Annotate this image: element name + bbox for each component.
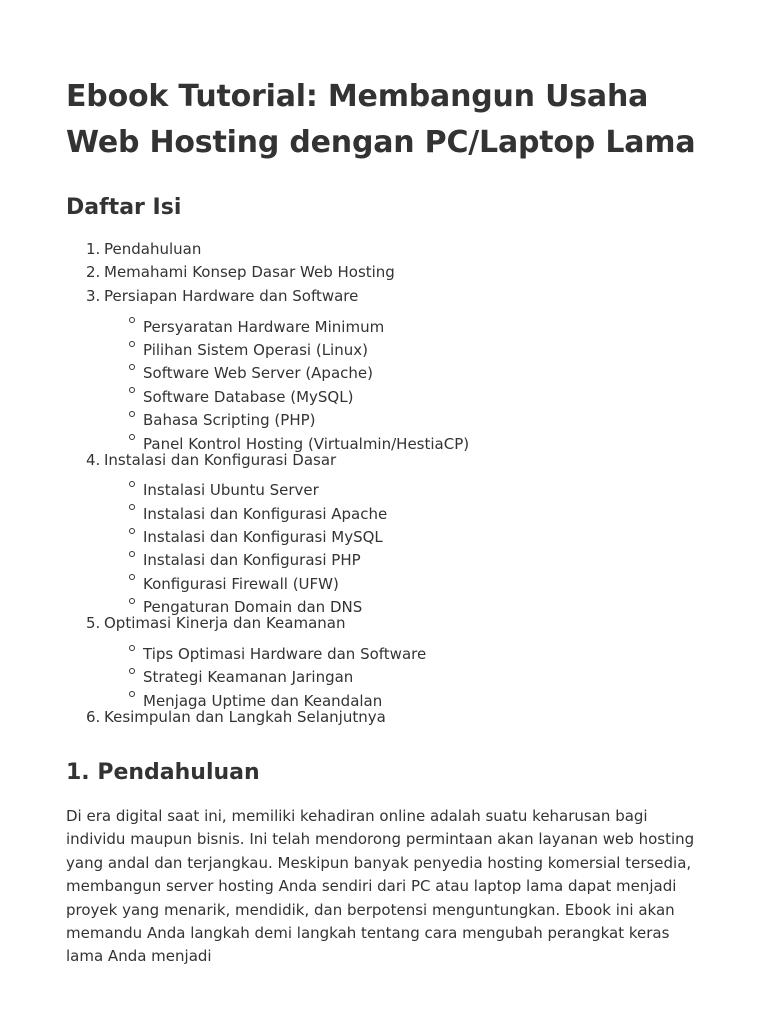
- toc-item-label: Persyaratan Hardware Minimum: [143, 317, 385, 336]
- toc-item-label: Instalasi dan Konfigurasi Apache: [143, 504, 388, 523]
- hollow-circle-bullet-icon: [128, 378, 138, 401]
- section-paragraph: Di era digital saat ini, memiliki kehadiran online adalah suatu keharusan bagi individu maupun bisnis. Ini telah mendorong permintaan akan layanan web hosting yang andal dan terjangkau. Meskipun banyak penyedia hosting komersial tersedia, membangun server hosting Anda sendiri dari PC atau laptop lama dapat menjadi proyek yang menarik, mendidik, dan berpotensi menguntungkan. Ebook ini akan memandu Anda langkah demi langkah tentang cara mengubah perangkat keras lama Anda menjadi: [66, 807, 695, 966]
- hollow-circle-bullet-icon: [128, 308, 138, 331]
- toc-subitem: [66, 636, 469, 664]
- toc-item-number: 1.: [86, 240, 101, 258]
- section-heading: 1. Pendahuluan: [66, 760, 260, 785]
- toc-item-label: Kesimpulan dan Langkah Selanjutnya: [104, 707, 386, 726]
- toc-item-label: Memahami Konsep Dasar Web Hosting: [104, 263, 395, 282]
- toc-item-label: Instalasi Ubuntu Server: [143, 481, 319, 500]
- hollow-circle-bullet-icon: [128, 402, 138, 425]
- toc-item-label: Persiapan Hardware dan Software: [104, 286, 359, 305]
- toc-item-label: Software Web Server (Apache): [143, 364, 373, 383]
- toc-heading: Daftar Isi: [66, 195, 182, 220]
- toc-item: [66, 261, 469, 284]
- toc-item: [66, 612, 469, 635]
- table-of-contents: [66, 238, 469, 729]
- toc-item-label: Menjaga Uptime dan Keandalan: [143, 691, 383, 710]
- toc-subitem: [66, 472, 469, 500]
- toc-item-label: Pilihan Sistem Operasi (Linux): [143, 340, 368, 359]
- hollow-circle-bullet-icon: [128, 355, 138, 378]
- toc-item-label: Tips Optimasi Hardware dan Software: [143, 645, 427, 664]
- toc-item-label: Optimasi Kinerja dan Keamanan: [104, 614, 346, 633]
- toc-item-label: Instalasi dan Konfigurasi MySQL: [143, 528, 383, 547]
- toc-item-label: Instalasi dan Konfigurasi Dasar: [104, 450, 337, 469]
- toc-item-label: Software Database (MySQL): [143, 387, 354, 406]
- toc-item: [66, 285, 469, 308]
- page-title: Ebook Tutorial: Membangun Usaha Web Hosting dengan PC/Laptop Lama: [66, 79, 696, 160]
- hollow-circle-bullet-icon: [128, 565, 138, 588]
- toc-item-label: Panel Kontrol Hosting (Virtualmin/HestiaCP): [143, 434, 470, 453]
- hollow-circle-bullet-icon: [128, 636, 138, 659]
- toc-subitem: [66, 308, 469, 336]
- hollow-circle-bullet-icon: [128, 332, 138, 355]
- hollow-circle-bullet-icon: [128, 425, 138, 448]
- toc-item-number: 2.: [86, 263, 101, 282]
- toc-item-number: 4.: [86, 450, 101, 469]
- toc-item-label: Bahasa Scripting (PHP): [143, 411, 316, 430]
- hollow-circle-bullet-icon: [128, 472, 138, 495]
- toc-item-number: 3.: [86, 286, 101, 305]
- toc-item-label: Konfigurasi Firewall (UFW): [143, 574, 339, 593]
- hollow-circle-bullet-icon: [128, 542, 138, 565]
- toc-item-label: Pendahuluan: [104, 240, 202, 258]
- hollow-circle-bullet-icon: [128, 519, 138, 542]
- toc-item-number: 5.: [86, 614, 101, 633]
- hollow-circle-bullet-icon: [128, 682, 138, 705]
- toc-item-number: 6.: [86, 707, 101, 726]
- hollow-circle-bullet-icon: [128, 659, 138, 682]
- toc-item-label: Pengaturan Domain dan DNS: [143, 598, 363, 617]
- toc-item-label: Instalasi dan Konfigurasi PHP: [143, 551, 361, 570]
- toc-item: [66, 238, 469, 261]
- hollow-circle-bullet-icon: [128, 589, 138, 612]
- hollow-circle-bullet-icon: [128, 495, 138, 518]
- toc-item: [66, 706, 469, 729]
- toc-item-label: Strategi Keamanan Jaringan: [143, 668, 354, 687]
